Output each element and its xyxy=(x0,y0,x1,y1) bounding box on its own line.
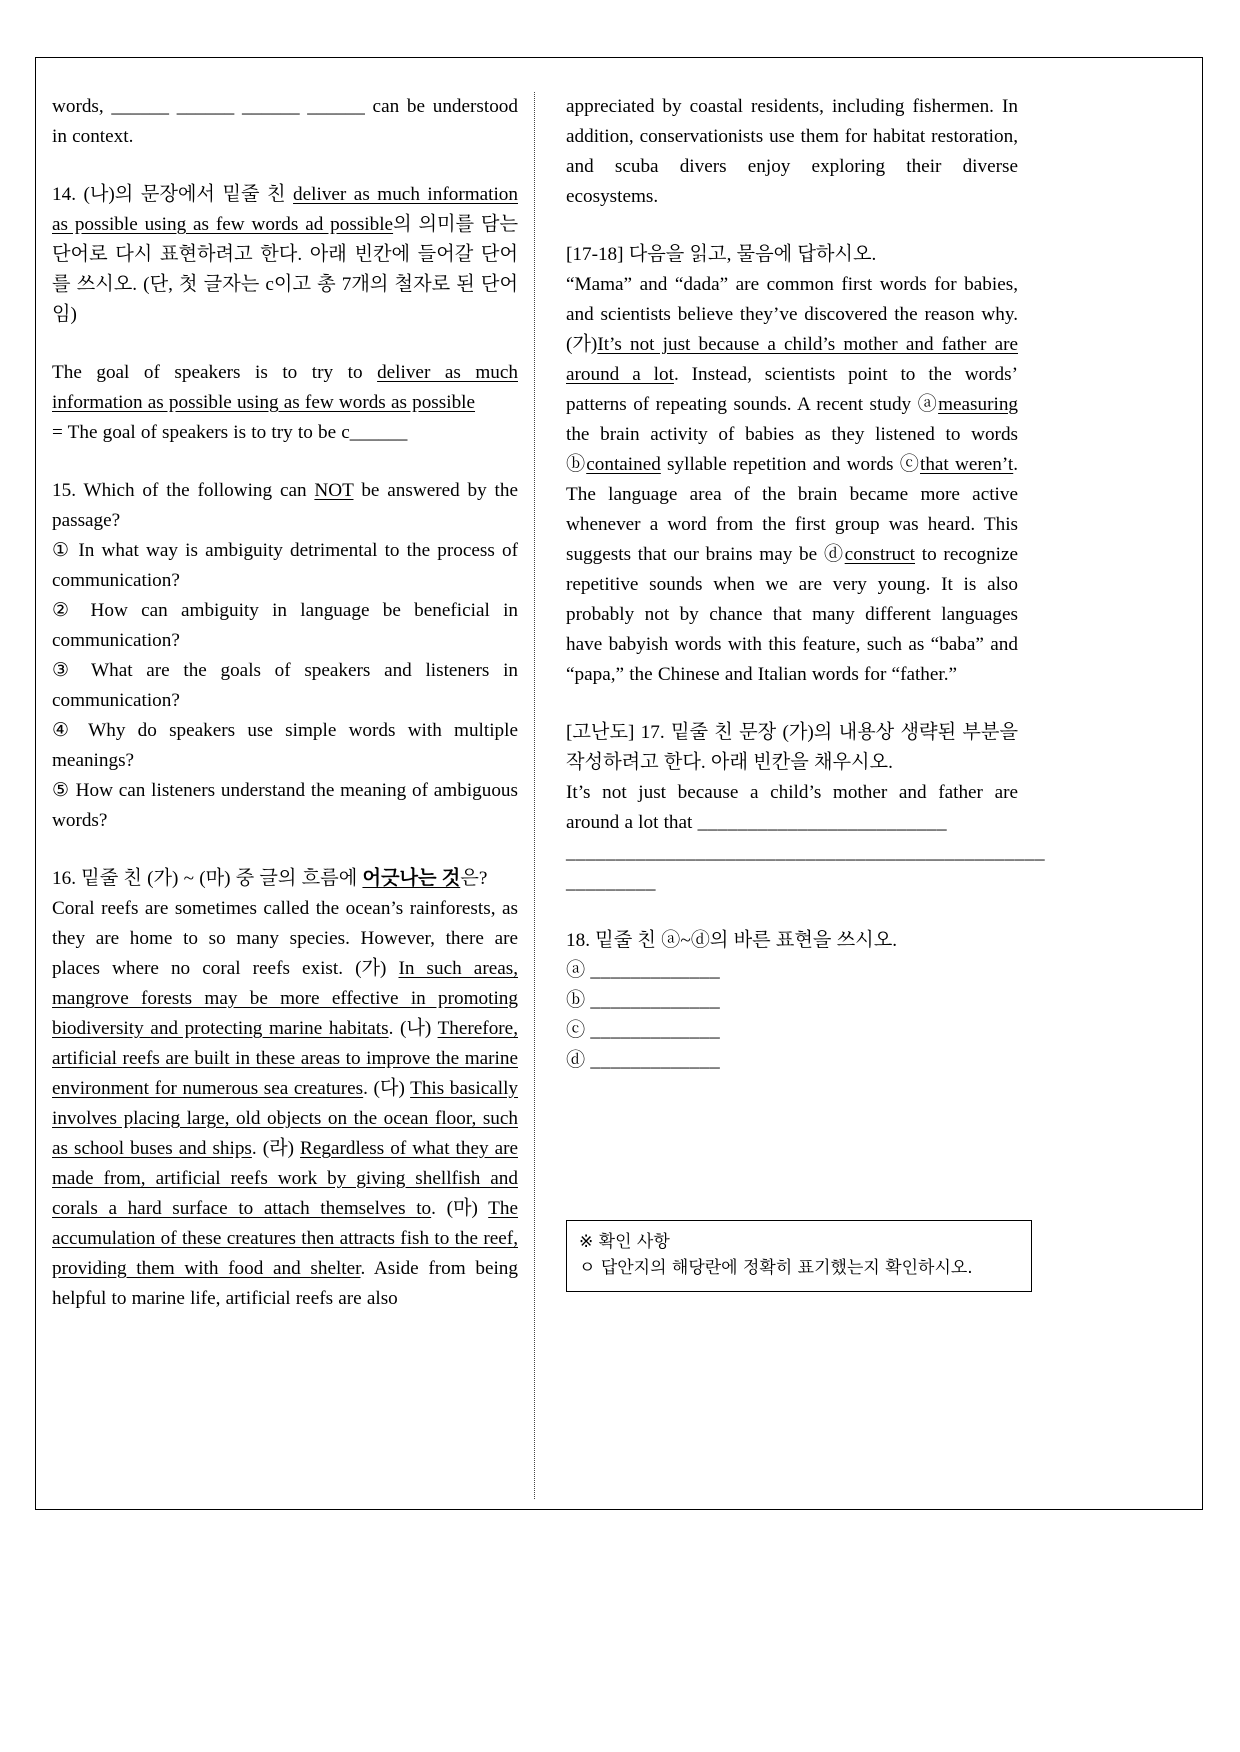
q16-segment-na: Therefore, artificial reefs are built in these areas to improve the marine environment for numerous sea creatures xyxy=(52,1018,518,1099)
marker-b-icon: ⓑ xyxy=(566,454,587,475)
q16-label-ma: (마) xyxy=(446,1198,489,1219)
confirmation-title: ※ 확인 사항 xyxy=(579,1232,670,1252)
spacer xyxy=(566,898,1018,926)
passage-part1: “Mama” and “dada” are common first words for babies, and scientists believe they’ve discovered the reason why. xyxy=(566,274,1018,325)
q15-option-2[interactable]: ② How can ambiguity in language be beneficial in communication? xyxy=(52,600,518,651)
passage-label-ga: (가) xyxy=(566,334,598,355)
two-column-layout xyxy=(52,92,1186,1499)
q14-prompt-suffix: 의 의미를 담는 단어로 다시 표현하려고 한다. 아래 빈칸에 들어갈 단어를 쓰시오. (단, 첫 글자는 c이고 총 7개의 철자로 된 단어임) xyxy=(52,214,518,325)
q17-18-passage xyxy=(566,270,1018,690)
q15-option-3[interactable]: ③ What are the goals of speakers and listeners in communication? xyxy=(52,660,518,711)
q15-stem-a: 15. Which of the following can xyxy=(52,480,315,501)
q17-answer-blank-2[interactable]: ________________________________________________ xyxy=(566,842,1045,863)
right-column xyxy=(536,92,1045,1499)
spacer xyxy=(52,448,518,476)
q16-stem-bold-underlined: 어긋나는 것 xyxy=(362,868,461,889)
q16-label-ga: (가) xyxy=(355,958,399,979)
carryover-paragraph-right: appreciated by coastal residents, including fishermen. In addition, conservationists use them for habitat restoration, and scuba divers enjoy exploring their diverse ecosystems. xyxy=(566,96,1018,207)
passage-word-b: contained xyxy=(586,454,661,475)
q16-segment-ra-end: . xyxy=(431,1198,447,1219)
question-17-stem: [고난도] 17. 밑줄 친 문장 (가)의 내용상 생략된 부분을 작성하려고 한다. 아래 빈칸을 채우시오. xyxy=(566,722,1018,773)
spacer xyxy=(566,212,1018,240)
exam-page-frame xyxy=(35,57,1203,1510)
q18-blank-a[interactable]: _____________ xyxy=(590,960,721,981)
q18-answer-row-c[interactable] xyxy=(566,1016,1018,1046)
question-14-sentence xyxy=(52,358,518,418)
q16-segment-da: This basically involves placing large, old objects on the ocean floor, such as school buses and ships xyxy=(52,1078,518,1159)
spacer xyxy=(52,152,518,180)
question-17-answer-area[interactable] xyxy=(566,778,1018,838)
confirmation-notice-box xyxy=(566,1220,1032,1292)
q16-segment-ga: In such areas, mangrove forests may be more effective in promoting biodiversity and protecting marine habitats xyxy=(52,958,519,1039)
q18-blank-b[interactable]: _____________ xyxy=(590,990,721,1011)
q17-18-header: [17-18] 다음을 읽고, 물음에 답하시오. xyxy=(566,244,877,265)
q16-stem-suffix: 은? xyxy=(460,868,488,889)
q14-prompt-prefix: 14. (나)의 문장에서 밑줄 친 xyxy=(52,184,294,205)
passage-part5: . The language area of the brain became more active whenever a word from the first group was heard. This suggests that our brains may be xyxy=(566,454,1019,565)
passage-part2: . Instead, scientists point to the words’ patterns of repeating sounds. A recent study xyxy=(566,364,1018,415)
question-14-prompt xyxy=(52,180,518,330)
confirmation-item: ㅇ 답안지의 해당란에 정확히 표기했는지 확인하시오. xyxy=(579,1258,973,1278)
marker-a-icon: ⓐ xyxy=(917,394,939,415)
q18-blank-c[interactable]: _____________ xyxy=(590,1020,721,1041)
q16-stem-prefix: 16. 밑줄 친 (가) ~ (마) 중 글의 흐름에 xyxy=(52,868,363,889)
question-16-stem xyxy=(52,864,518,894)
q15-option-1[interactable]: ① In what way is ambiguity detrimental to the process of communication? xyxy=(52,540,518,591)
passage-part6: to recognize repetitive sounds when we are very young. It is also probably not by chance that many different languages have babyish words with this feature, such as “baba” and “papa,” the Chinese and Italian words for “father.” xyxy=(566,544,1019,685)
q18-answer-row-d[interactable] xyxy=(566,1046,1018,1076)
q15-option-5[interactable]: ⑤ How can listeners understand the meaning of ambiguous words? xyxy=(52,780,518,831)
q16-label-da: (다) xyxy=(373,1078,411,1099)
passage-part3: the brain activity of babies as they listened to words xyxy=(566,424,1018,445)
left-column xyxy=(52,92,534,1499)
q16-segment-da-end: . xyxy=(251,1138,263,1159)
q16-segment-ra: Regardless of what they are made from, artificial reefs work by giving shellfish and corals a hard surface to attach themselves to xyxy=(52,1138,518,1219)
carryover-paragraph-left: words, ______ ______ ______ ______ can be understood in context. xyxy=(52,96,518,147)
spacer xyxy=(566,690,1018,718)
spacer xyxy=(52,330,518,358)
passage-word-c: that weren’t xyxy=(919,454,1014,475)
q15-option-4[interactable]: ④ Why do speakers use simple words with multiple meanings? xyxy=(52,720,518,771)
spacer xyxy=(566,1076,1018,1194)
q14-sentence-underlined: deliver as much information as possible using as few words as possible xyxy=(52,362,518,413)
question-18-stem: 18. 밑줄 친 ⓐ~ⓓ의 바른 표현을 쓰시오. xyxy=(566,930,898,951)
q18-blank-d[interactable]: _____________ xyxy=(590,1050,721,1071)
q17-answer-prefix: It’s not just because a child’s mother and father are around a lot that xyxy=(566,782,1018,833)
marker-d-icon: ⓓ xyxy=(566,1050,586,1071)
marker-c-icon: ⓒ xyxy=(566,1020,586,1041)
q16-passage-intro: Coral reefs are sometimes called the ocean’s rainforests, as they are home to so many species. However, there are places where no coral reefs exist. xyxy=(52,898,518,979)
question-15-stem xyxy=(52,476,518,536)
q16-label-ra: (라) xyxy=(262,1138,301,1159)
passage-segment-ga: It’s not just because a child’s mother and father are around a lot xyxy=(566,334,1018,385)
spacer xyxy=(52,836,518,864)
q17-answer-blank-3[interactable]: _________ xyxy=(566,872,656,893)
question-16-passage xyxy=(52,894,518,1314)
q16-passage-tail: . Aside from being helpful to marine life, artificial reefs are also xyxy=(52,1258,518,1309)
passage-word-a: measuring xyxy=(938,394,1019,415)
q14-sentence-prefix: The goal of speakers is to try to xyxy=(52,362,378,383)
q18-answer-row-b[interactable] xyxy=(566,986,1018,1016)
marker-a-icon: ⓐ xyxy=(566,960,586,981)
q15-stem-b: be answered by the passage? xyxy=(52,480,518,531)
q18-answer-row-a[interactable] xyxy=(566,956,1018,986)
q16-segment-ma: The accumulation of these creatures then attracts fish to the reef, providing them with food and shelter xyxy=(52,1198,519,1279)
marker-d-icon: ⓓ xyxy=(823,544,845,565)
q16-segment-ga-end: . xyxy=(388,1018,400,1039)
q16-label-na: (나) xyxy=(399,1018,438,1039)
q15-stem-not: NOT xyxy=(314,480,354,501)
marker-b-icon: ⓑ xyxy=(566,990,586,1011)
passage-part4: syllable repetition and words xyxy=(660,454,900,475)
q17-answer-blank-1[interactable]: _________________________ xyxy=(697,812,948,833)
q16-segment-na-end: . xyxy=(363,1078,374,1099)
q14-prompt-underlined: deliver as much information as possible using as few words ad possible xyxy=(52,184,518,235)
passage-word-d: construct xyxy=(844,544,916,565)
question-14-equals-line: = The goal of speakers is to try to be c______ xyxy=(52,422,408,443)
marker-c-icon: ⓒ xyxy=(899,454,920,475)
